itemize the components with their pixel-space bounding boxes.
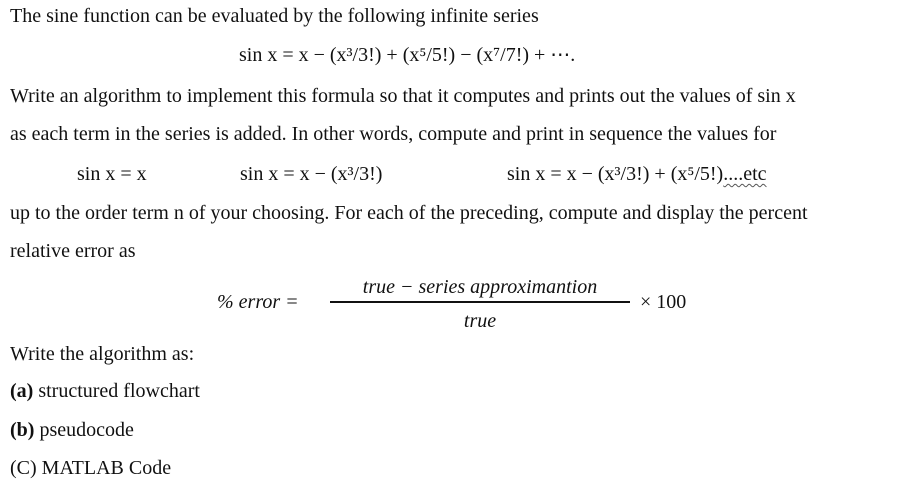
part-b	[10, 420, 134, 440]
part-a-text: structured flowchart	[33, 380, 200, 402]
error-formula-lhs: % error =	[217, 291, 299, 313]
paragraph-2-line-1: up to the order term n of your choosing. For each of the preceding, compute and display the percent	[10, 202, 808, 224]
fraction-bar	[330, 301, 630, 303]
error-formula-multiplier: × 100	[640, 291, 687, 313]
part-b-label: (b)	[10, 419, 35, 441]
instruction-text: Write the algorithm as:	[10, 343, 195, 365]
step-formula-3	[507, 164, 767, 184]
part-c-text: MATLAB Code	[36, 457, 172, 479]
intro-text: The sine function can be evaluated by the following infinite series	[10, 5, 539, 27]
part-c-label: (C)	[10, 457, 37, 479]
step-formula-2: sin x = x − (x³/3!)	[240, 163, 383, 185]
part-c	[10, 458, 171, 478]
step-formula-3-body: sin x = x − (x³/3!) + (x⁵/5!)	[507, 163, 724, 185]
paragraph-2-line-2: relative error as	[10, 240, 136, 262]
error-formula-numerator: true − series approximantion	[362, 276, 598, 298]
etc-marker: ....etc	[723, 163, 767, 185]
part-a-label: (a)	[10, 380, 34, 402]
paragraph-1-line-1: Write an algorithm to implement this formula so that it computes and prints out the values of sin x	[10, 85, 796, 107]
part-a	[10, 381, 200, 401]
series-formula: sin x = x − (x³/3!) + (x⁵/5!) − (x⁷/7!) + ⋯.	[239, 44, 576, 66]
error-formula-denominator: true	[463, 310, 497, 332]
part-b-text: pseudocode	[34, 419, 134, 441]
paragraph-1-line-2: as each term in the series is added. In other words, compute and print in sequence the values for	[10, 123, 777, 145]
step-formula-1: sin x = x	[77, 163, 147, 185]
